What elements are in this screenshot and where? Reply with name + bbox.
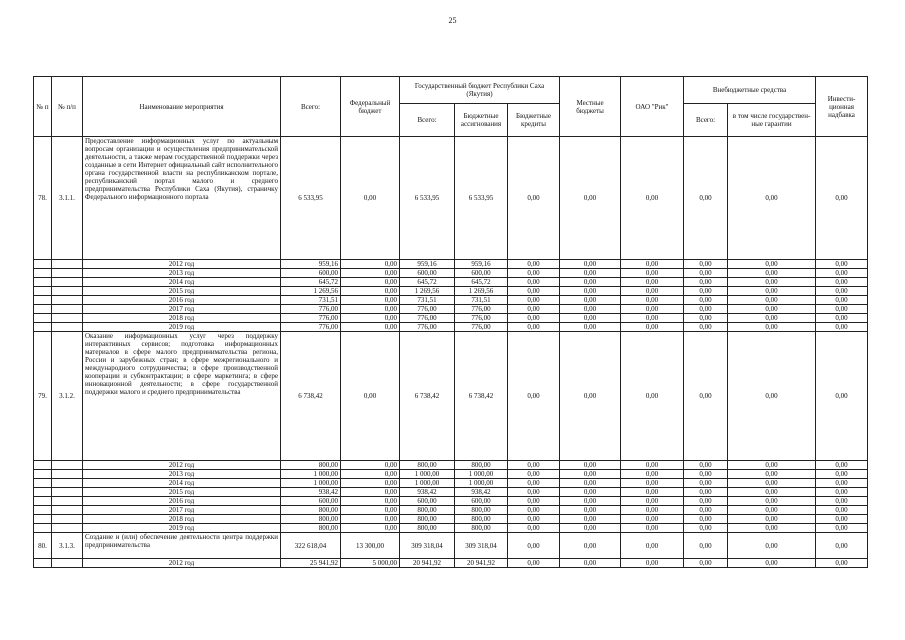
empty-cell [34,470,52,479]
year-value-cell: 0,00 [684,497,728,506]
year-value-cell: 0,00 [508,479,560,488]
year-value-cell: 0,00 [684,296,728,305]
year-value-cell: 800,00 [455,524,508,533]
year-value-cell: 959,16 [281,260,341,269]
value-cell: 0,00 [684,332,728,461]
year-value-cell: 0,00 [684,278,728,287]
year-value-cell: 959,16 [400,260,455,269]
year-value-cell: 0,00 [341,314,400,323]
measure-name: Оказание информационных услуг через поддержку интерактивных сервисов; подготовка информационных материалов в сфере малого предпринимательства региона, России и зарубежных стран; в сфере межрегионального и международного сотрудничества; в сфере производственной кооперации и субконтрактации; в сфере маркетинга; в сфере инновационной деятельности; в сфере государственной поддержки малого и среднего предпринимательства [83,332,281,461]
year-value-cell: 600,00 [455,497,508,506]
year-row [34,461,868,470]
row-code: 3.1.1. [52,137,83,260]
empty-cell [52,305,83,314]
empty-cell [34,488,52,497]
year-value-cell: 776,00 [400,305,455,314]
empty-cell [52,524,83,533]
year-value-cell: 0,00 [508,305,560,314]
year-value-cell: 0,00 [728,497,816,506]
year-row [34,260,868,269]
year-label: 2014 год [83,278,281,287]
header-local: Местные бюджеты [560,77,621,137]
year-value-cell: 0,00 [621,278,684,287]
year-value-cell: 0,00 [508,497,560,506]
year-value-cell: 0,00 [341,296,400,305]
year-value-cell: 0,00 [508,269,560,278]
row-code: 3.1.3. [52,533,83,559]
row-number: 80. [34,533,52,559]
year-value-cell: 0,00 [621,323,684,332]
value-cell: 0,00 [816,332,868,461]
year-value-cell: 0,00 [341,479,400,488]
year-value-cell: 0,00 [341,287,400,296]
year-value-cell: 1 000,00 [281,479,341,488]
year-value-cell: 0,00 [728,323,816,332]
empty-cell [52,278,83,287]
measure-name: Создание и (или) обеспечение деятельности центра поддержки предпринимательства [83,533,281,559]
page-number: 25 [448,16,457,25]
year-value-cell: 938,42 [400,488,455,497]
year-value-cell: 0,00 [816,287,868,296]
empty-cell [52,269,83,278]
year-value-cell: 0,00 [728,314,816,323]
year-value-cell: 25 941,92 [281,559,341,568]
value-cell: 0,00 [508,137,560,260]
year-value-cell: 1 269,56 [400,287,455,296]
year-value-cell: 0,00 [508,461,560,470]
year-value-cell: 0,00 [621,559,684,568]
year-label: 2013 год [83,470,281,479]
header-extrabudget: Внебюджетные средства [684,77,816,104]
empty-cell [52,296,83,305]
year-value-cell: 0,00 [560,269,621,278]
year-value-cell: 1 000,00 [455,479,508,488]
year-value-cell: 800,00 [400,506,455,515]
empty-cell [52,479,83,488]
year-row [34,559,868,568]
year-value-cell: 0,00 [816,269,868,278]
year-value-cell: 0,00 [341,497,400,506]
year-value-cell: 800,00 [281,515,341,524]
year-value-cell: 0,00 [816,497,868,506]
year-value-cell: 0,00 [684,314,728,323]
year-value-cell: 800,00 [455,515,508,524]
year-value-cell: 0,00 [621,260,684,269]
value-cell: 6 738,42 [455,332,508,461]
year-value-cell: 645,72 [281,278,341,287]
year-value-cell: 0,00 [728,470,816,479]
year-value-cell: 0,00 [728,269,816,278]
year-value-cell: 645,72 [455,278,508,287]
header-extra-total: Всего: [684,104,728,137]
value-cell: 6 738,42 [281,332,341,461]
year-label: 2014 год [83,479,281,488]
year-value-cell: 0,00 [816,559,868,568]
year-value-cell: 0,00 [508,278,560,287]
year-label: 2017 год [83,506,281,515]
year-row [34,470,868,479]
empty-cell [34,479,52,488]
year-value-cell: 5 000,00 [341,559,400,568]
year-value-cell: 0,00 [560,323,621,332]
value-cell: 6 738,42 [400,332,455,461]
empty-cell [52,497,83,506]
value-cell: 322 618,04 [281,533,341,559]
year-value-cell: 0,00 [816,278,868,287]
year-value-cell: 0,00 [816,260,868,269]
empty-cell [34,278,52,287]
year-value-cell: 0,00 [684,461,728,470]
year-value-cell: 0,00 [508,506,560,515]
header-extra-guarantees: в том числе государствен-ные гарантии [728,104,816,137]
value-cell: 0,00 [341,137,400,260]
year-value-cell: 0,00 [341,515,400,524]
budget-table [33,76,868,568]
year-value-cell: 0,00 [684,488,728,497]
year-value-cell: 0,00 [341,506,400,515]
year-value-cell: 0,00 [816,305,868,314]
year-row [34,323,868,332]
year-value-cell: 776,00 [281,305,341,314]
empty-cell [34,296,52,305]
year-value-cell: 800,00 [455,506,508,515]
year-value-cell: 0,00 [341,488,400,497]
year-value-cell: 0,00 [684,287,728,296]
year-value-cell: 20 941,92 [400,559,455,568]
year-value-cell: 938,42 [455,488,508,497]
year-value-cell: 0,00 [341,260,400,269]
year-value-cell: 0,00 [341,470,400,479]
year-value-cell: 0,00 [508,559,560,568]
header-state-total: Всего: [400,104,455,137]
year-value-cell: 0,00 [816,470,868,479]
value-cell: 6 533,95 [281,137,341,260]
year-value-cell: 0,00 [508,488,560,497]
year-value-cell: 0,00 [621,296,684,305]
value-cell: 0,00 [728,137,816,260]
year-label: 2018 год [83,515,281,524]
empty-cell [52,314,83,323]
year-value-cell: 0,00 [560,314,621,323]
year-label: 2016 год [83,296,281,305]
year-value-cell: 0,00 [560,305,621,314]
measure-row [34,332,868,461]
year-value-cell: 0,00 [684,305,728,314]
year-label: 2019 год [83,524,281,533]
year-value-cell: 0,00 [816,314,868,323]
value-cell: 0,00 [560,533,621,559]
year-value-cell: 0,00 [341,278,400,287]
year-value-cell: 0,00 [621,269,684,278]
year-value-cell: 959,16 [455,260,508,269]
header-no-pp: № п/п [52,77,83,137]
year-row [34,524,868,533]
year-value-cell: 0,00 [728,287,816,296]
value-cell: 0,00 [621,533,684,559]
year-row [34,278,868,287]
year-value-cell: 0,00 [728,488,816,497]
year-value-cell: 0,00 [508,470,560,479]
year-value-cell: 938,42 [281,488,341,497]
year-value-cell: 0,00 [728,506,816,515]
row-number: 78. [34,137,52,260]
year-value-cell: 645,72 [400,278,455,287]
empty-cell [34,524,52,533]
header-state-credits: Бюджетные кредиты [508,104,560,137]
year-value-cell: 0,00 [621,470,684,479]
year-value-cell: 0,00 [816,461,868,470]
year-value-cell: 0,00 [728,305,816,314]
empty-cell [34,515,52,524]
value-cell: 0,00 [728,533,816,559]
year-label: 2012 год [83,461,281,470]
year-value-cell: 776,00 [455,323,508,332]
year-value-cell: 0,00 [621,524,684,533]
year-value-cell: 0,00 [684,524,728,533]
year-row [34,287,868,296]
value-cell: 0,00 [684,137,728,260]
year-value-cell: 800,00 [281,461,341,470]
row-number: 79. [34,332,52,461]
year-value-cell: 776,00 [455,305,508,314]
year-value-cell: 0,00 [728,479,816,488]
year-value-cell: 0,00 [728,524,816,533]
empty-cell [52,260,83,269]
year-value-cell: 776,00 [281,314,341,323]
empty-cell [52,506,83,515]
year-value-cell: 0,00 [816,296,868,305]
year-value-cell: 0,00 [560,524,621,533]
year-row [34,314,868,323]
empty-cell [52,488,83,497]
year-value-cell: 0,00 [560,260,621,269]
measure-name: Предоставление информационных услуг по актуальным вопросам организации и осуществления предпринимательской деятельности, а также мерам государственной поддержки через созданные в сети Интернет официальный сайт исполнительного органа государственной власти на республиканском портале, республиканский портал малого и среднего предпринимательства Республики Саха (Якутия), страничку Федерального информационного портала [83,137,281,260]
year-value-cell: 0,00 [341,269,400,278]
header-federal: Федеральный бюджет [341,77,400,137]
empty-cell [52,323,83,332]
year-value-cell: 600,00 [400,269,455,278]
value-cell: 0,00 [621,137,684,260]
year-value-cell: 0,00 [621,479,684,488]
measure-row [34,533,868,559]
value-cell: 0,00 [621,332,684,461]
year-value-cell: 0,00 [560,470,621,479]
year-label: 2019 год [83,323,281,332]
year-value-cell: 0,00 [560,497,621,506]
year-value-cell: 1 269,56 [455,287,508,296]
year-row [34,497,868,506]
value-cell: 0,00 [816,533,868,559]
year-label: 2012 год [83,559,281,568]
year-value-cell: 0,00 [816,515,868,524]
year-value-cell: 0,00 [508,260,560,269]
year-label: 2012 год [83,260,281,269]
year-value-cell: 0,00 [341,461,400,470]
empty-cell [52,287,83,296]
year-value-cell: 600,00 [455,269,508,278]
year-value-cell: 776,00 [400,314,455,323]
year-value-cell: 0,00 [560,488,621,497]
year-value-cell: 0,00 [341,323,400,332]
empty-cell [52,515,83,524]
year-value-cell: 0,00 [684,269,728,278]
year-value-cell: 776,00 [400,323,455,332]
year-value-cell: 1 269,56 [281,287,341,296]
header-total: Всего: [281,77,341,137]
year-value-cell: 0,00 [684,506,728,515]
value-cell: 6 533,95 [455,137,508,260]
year-value-cell: 0,00 [621,506,684,515]
empty-cell [34,497,52,506]
year-row [34,488,868,497]
value-cell: 6 533,95 [400,137,455,260]
year-value-cell: 0,00 [560,461,621,470]
year-value-cell: 0,00 [684,559,728,568]
value-cell: 309 318,04 [455,533,508,559]
year-label: 2013 год [83,269,281,278]
year-value-cell: 0,00 [816,323,868,332]
header-state-budget: Государственный бюджет Республики Саха (Якутия) [400,77,560,104]
year-value-cell: 0,00 [621,461,684,470]
year-value-cell: 731,51 [281,296,341,305]
year-value-cell: 0,00 [341,305,400,314]
year-label: 2015 год [83,287,281,296]
header-state-alloc: Бюджетные ассигнования [455,104,508,137]
year-value-cell: 800,00 [281,506,341,515]
empty-cell [34,506,52,515]
year-value-cell: 0,00 [508,323,560,332]
year-value-cell: 0,00 [508,287,560,296]
empty-cell [34,269,52,278]
year-value-cell: 800,00 [400,461,455,470]
year-value-cell: 0,00 [728,515,816,524]
year-value-cell: 731,51 [455,296,508,305]
year-value-cell: 731,51 [400,296,455,305]
year-value-cell: 0,00 [508,515,560,524]
empty-cell [34,461,52,470]
year-value-cell: 0,00 [816,506,868,515]
year-value-cell: 600,00 [281,269,341,278]
empty-cell [52,470,83,479]
year-value-cell: 0,00 [508,296,560,305]
value-cell: 0,00 [560,137,621,260]
year-value-cell: 600,00 [400,497,455,506]
value-cell: 0,00 [341,332,400,461]
year-row [34,305,868,314]
empty-cell [34,323,52,332]
year-row [34,515,868,524]
year-value-cell: 0,00 [816,488,868,497]
header-no: № п [34,77,52,137]
year-value-cell: 1 000,00 [455,470,508,479]
year-label: 2017 год [83,305,281,314]
value-cell: 0,00 [508,533,560,559]
year-value-cell: 776,00 [455,314,508,323]
year-value-cell: 0,00 [684,470,728,479]
empty-cell [52,461,83,470]
value-cell: 0,00 [508,332,560,461]
empty-cell [34,287,52,296]
year-value-cell: 0,00 [621,497,684,506]
year-value-cell: 0,00 [621,314,684,323]
year-value-cell: 0,00 [560,515,621,524]
year-value-cell: 0,00 [816,524,868,533]
year-label: 2018 год [83,314,281,323]
year-value-cell: 800,00 [455,461,508,470]
year-value-cell: 0,00 [728,461,816,470]
value-cell: 0,00 [684,533,728,559]
year-value-cell: 0,00 [560,287,621,296]
year-label: 2015 год [83,488,281,497]
year-value-cell: 0,00 [684,515,728,524]
year-value-cell: 800,00 [400,515,455,524]
year-value-cell: 0,00 [728,278,816,287]
empty-cell [34,559,52,568]
year-value-cell: 1 000,00 [400,470,455,479]
value-cell: 13 300,00 [341,533,400,559]
measure-row [34,137,868,260]
empty-cell [34,305,52,314]
year-value-cell: 0,00 [684,323,728,332]
year-value-cell: 0,00 [341,524,400,533]
year-value-cell: 0,00 [621,287,684,296]
year-row [34,479,868,488]
header-invest: Инвести-ционная надбавка [816,77,868,137]
year-value-cell: 0,00 [508,314,560,323]
year-value-cell: 0,00 [728,559,816,568]
year-value-cell: 800,00 [281,524,341,533]
year-value-cell: 1 000,00 [400,479,455,488]
year-value-cell: 20 941,92 [455,559,508,568]
year-value-cell: 0,00 [621,305,684,314]
year-row [34,506,868,515]
value-cell: 0,00 [728,332,816,461]
empty-cell [34,314,52,323]
year-value-cell: 0,00 [560,296,621,305]
year-value-cell: 0,00 [560,479,621,488]
year-value-cell: 0,00 [508,524,560,533]
year-value-cell: 800,00 [400,524,455,533]
year-value-cell: 600,00 [281,497,341,506]
header-oao: ОАО "Рик" [621,77,684,137]
value-cell: 0,00 [560,332,621,461]
year-value-cell: 0,00 [816,479,868,488]
year-row [34,269,868,278]
empty-cell [52,559,83,568]
row-code: 3.1.2. [52,332,83,461]
year-value-cell: 0,00 [560,278,621,287]
value-cell: 0,00 [816,137,868,260]
year-value-cell: 0,00 [728,260,816,269]
year-value-cell: 0,00 [684,479,728,488]
year-value-cell: 0,00 [728,296,816,305]
year-value-cell: 0,00 [560,559,621,568]
year-value-cell: 1 000,00 [281,470,341,479]
year-value-cell: 0,00 [621,488,684,497]
empty-cell [34,260,52,269]
year-value-cell: 776,00 [281,323,341,332]
year-row [34,296,868,305]
year-label: 2016 год [83,497,281,506]
year-value-cell: 0,00 [621,515,684,524]
year-value-cell: 0,00 [560,506,621,515]
value-cell: 309 318,04 [400,533,455,559]
header-name: Наименование мероприятия [83,77,281,137]
year-value-cell: 0,00 [684,260,728,269]
